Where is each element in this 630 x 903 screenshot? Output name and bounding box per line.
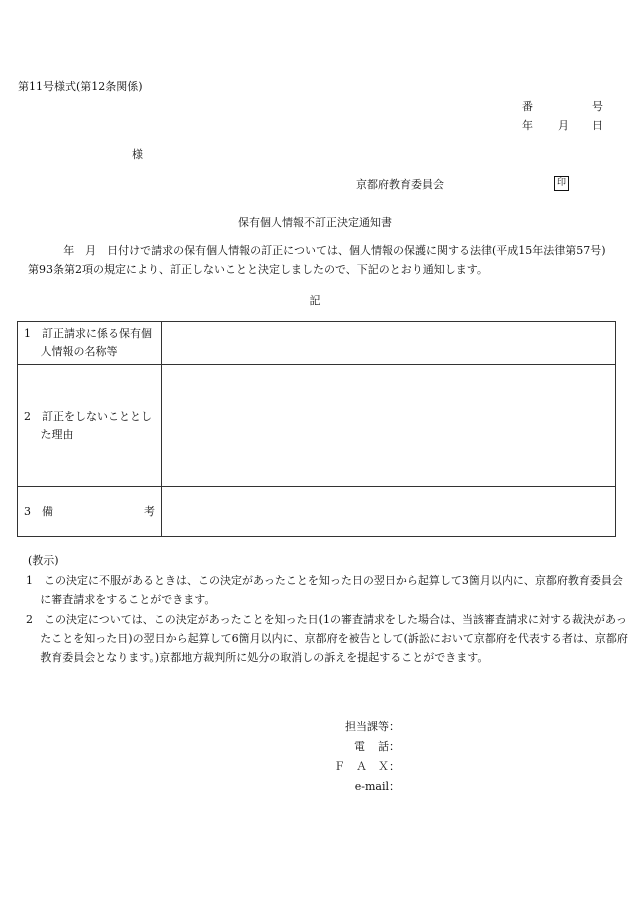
date-day: 日 [592, 119, 603, 132]
contact-phone-label [334, 740, 400, 754]
row-label-name [18, 322, 162, 365]
note-item-1: 1 この決定に不服があるときは、この決定があったことを知った日の翌日から起算して3箇月以内に、京都府教育委員会に審査請求をすることができます。 [26, 574, 623, 606]
row3-label-end: 考 [144, 504, 155, 518]
contact-department-label: 担当課等： [345, 720, 400, 733]
body-paragraph: 年 月 日付けで請求の保有個人情報の訂正については、個人情報の保護に関する法律(平成15年法律第57号)第93条第2項の規定により、訂正しないことと決定しましたので、下記のとおり通知します。 [28, 244, 606, 276]
row-value-remarks [162, 487, 616, 537]
contact-fax-label: Ｆ Ａ Ｘ： [334, 760, 400, 773]
form-number: 第11号様式(第12条関係) [18, 80, 143, 93]
date-month: 月 [558, 119, 569, 132]
document-title: 保有個人情報不訂正決定通知書 [238, 216, 392, 229]
row-value-reason [162, 365, 616, 487]
addressee-honorific: 様 [132, 148, 143, 161]
table-row [18, 487, 616, 537]
phone-label-b: 話： [378, 740, 400, 753]
date-year: 年 [522, 119, 533, 132]
info-table [17, 321, 616, 537]
row1-label: 1 訂正請求に係る保有個人情報の名称等 [24, 327, 152, 358]
phone-label-a: 電 [354, 740, 365, 753]
ki-heading: 記 [309, 294, 321, 307]
row2-label: 2 訂正をしないこととした理由 [24, 409, 152, 441]
issuer-name: 京都府教育委員会 [356, 178, 444, 191]
seal-mark: 印 [554, 176, 569, 191]
note-item-2: 2 この決定については、この決定があったことを知った日(1の審査請求をした場合は、当該審査請求に対する裁決があったことを知った日)の翌日から起算して6箇月以内に、京都府を被告として(訴訟において京都府を代表する者は、京都府教育委員会となります。)京都地方裁判所に処分の取消しの訴えを提起することができます。 [26, 613, 628, 664]
number-label: 番 [522, 100, 533, 113]
notes-heading: (教示) [28, 554, 59, 567]
number-suffix: 号 [592, 100, 603, 113]
row-label-reason [18, 365, 162, 487]
row-label-remarks [18, 487, 162, 537]
contact-email-label: e-mail： [354, 780, 400, 793]
table-row [18, 322, 616, 365]
row3-label-start: 3 備 [24, 504, 53, 518]
row-value-name [162, 322, 616, 365]
table-row [18, 365, 616, 487]
